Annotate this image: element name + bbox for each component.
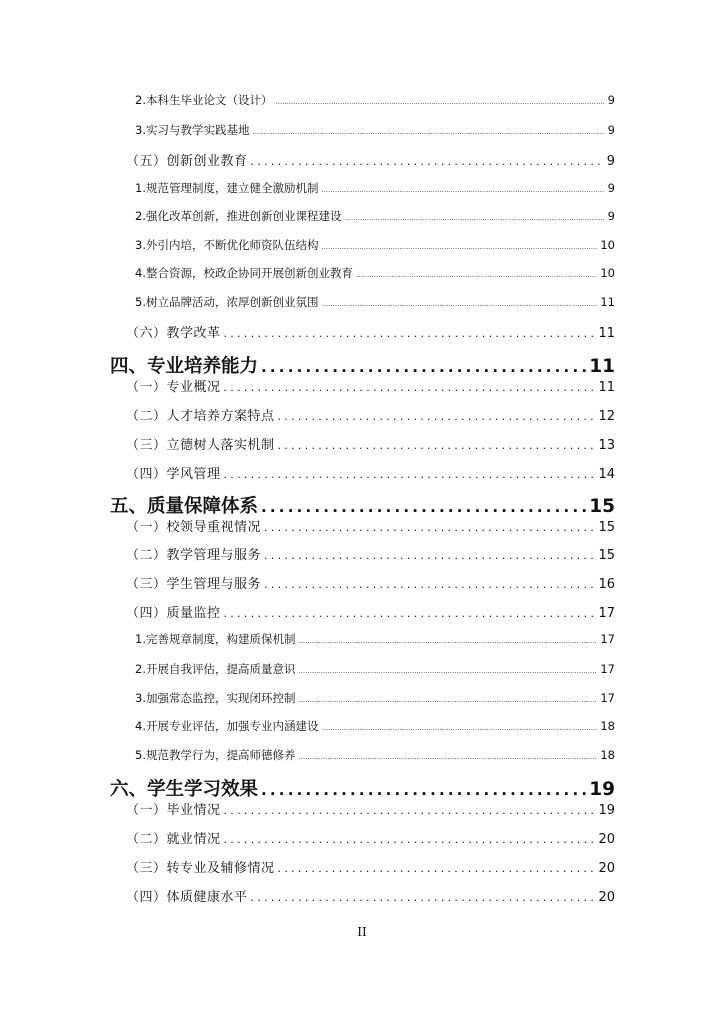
toc-entry-page: 16 [598,577,615,592]
toc-subsection-entry [135,180,615,196]
toc-entry-page: 20 [598,861,615,876]
toc-entry-title: 4.开展专业评估，加强专业内涵建设 [135,719,319,733]
dot-leader [275,98,604,106]
toc-entry-page: 13 [598,438,615,453]
toc-entry-page: 11 [600,295,615,309]
toc-entry-title: 五、质量保障体系 [110,496,259,517]
toc-section-entry [126,886,615,905]
toc-entry-page: 12 [598,409,615,424]
toc-entry-page: 11 [598,326,615,341]
dot-leader [252,128,604,136]
toc-subsection-entry [135,122,615,138]
toc-entry-title: （二）就业情况 [126,832,221,847]
dot-leader [224,804,596,817]
toc-chapter-entry [110,775,615,801]
toc-entry-page: 17 [600,691,615,705]
toc-section-entry [126,322,615,341]
toc-entry-page: 10 [600,238,615,252]
toc-entry-title: （三）学生管理与服务 [126,577,262,592]
toc-entry-page: 19 [589,779,615,800]
dot-leader [261,498,586,516]
toc-entry-page: 20 [598,832,615,847]
toc-entry-title: 2.强化改革创新，推进创新创业课程建设 [135,209,342,223]
dot-leader [264,578,595,591]
dot-leader [224,468,596,481]
toc-subsection-entry [135,294,615,310]
toc-entry-page: 19 [598,803,615,818]
dot-leader [278,410,596,423]
toc-section-entry [126,857,615,876]
toc-subsection-entry [135,208,615,224]
toc-entry-page: 9 [607,123,615,137]
toc-subsection-entry [135,747,615,763]
dot-leader [321,186,604,194]
toc-subsection-entry [135,237,615,253]
toc-subsection-entry [135,265,615,281]
toc-entry-title: 5.规范教学行为，提高师德修养 [135,748,296,762]
toc-subsection-entry [135,631,615,647]
dot-leader [261,358,586,376]
toc-section-entry [126,516,615,535]
dot-leader [224,833,596,846]
toc-section-entry [126,463,615,482]
dot-leader [264,549,595,562]
toc-entry-title: 四、专业培养能力 [110,356,259,377]
toc-entry-title: （五）创新创业教育 [126,154,248,169]
toc-entry-page: 20 [598,890,615,905]
toc-subsection-entry [135,661,615,677]
dot-leader [298,637,597,645]
toc-entry-title: （二）人才培养方案特点 [126,409,275,424]
toc-entry-title: （四）体质健康水平 [126,890,248,905]
dot-leader [261,781,586,799]
toc-entry-title: （六）教学改革 [126,326,221,341]
toc-chapter-entry [110,352,615,378]
toc-subsection-entry [135,92,615,108]
dot-leader [298,696,597,704]
toc-entry-page: 11 [598,380,615,395]
toc-section-entry [126,573,615,592]
toc-entry-title: 3.外引内培，不断优化师资队伍结构 [135,238,319,252]
page-number: II [357,925,367,939]
toc-entry-title: （一）校领导重视情况 [126,520,262,535]
toc-entry-page: 11 [589,356,615,377]
dot-leader [224,607,596,620]
toc-entry-title: 3.加强常态监控，实现闭环控制 [135,691,296,705]
dot-leader [298,753,597,761]
toc-section-entry [126,376,615,395]
toc-entry-title: 5.树立品牌活动，浓厚创新创业氛围 [135,295,319,309]
toc-subsection-entry [135,690,615,706]
toc-entry-page: 10 [600,266,615,280]
toc-entry-page: 15 [589,496,615,517]
dot-leader [298,667,597,675]
toc-entry-title: 1.完善规章制度，构建质保机制 [135,632,296,646]
toc-section-entry [126,544,615,563]
toc-section-entry [126,602,615,621]
toc-entry-page: 15 [598,548,615,563]
toc-entry-page: 17 [600,662,615,676]
toc-entry-page: 14 [598,467,615,482]
toc-entry-page: 9 [607,209,615,223]
dot-leader [344,214,604,222]
toc-entry-title: 1.规范管理制度，建立健全激励机制 [135,181,319,195]
toc-subsection-entry [135,718,615,734]
toc-entry-page: 15 [598,520,615,535]
toc-entry-title: 2.本科生毕业论文（设计） [135,93,273,107]
dot-leader [356,271,597,279]
dot-leader [224,381,596,394]
toc-chapter-entry [110,492,615,518]
toc-entry-page: 9 [607,181,615,195]
dot-leader [251,155,604,168]
dot-leader [224,327,596,340]
toc-entry-title: 2.开展自我评估，提高质量意识 [135,662,296,676]
toc-entry-page: 17 [600,632,615,646]
dot-leader [321,243,597,251]
toc-entry-title: （四）学风管理 [126,467,221,482]
toc-entry-title: 六、学生学习效果 [110,779,259,800]
toc-section-entry [126,828,615,847]
toc-entry-page: 17 [598,606,615,621]
toc-section-entry [126,434,615,453]
dot-leader [264,521,595,534]
toc-entry-page: 18 [600,719,615,733]
toc-entry-page: 9 [606,154,615,169]
toc-entry-title: （一）专业概况 [126,380,221,395]
dot-leader [278,439,596,452]
dot-leader [251,891,596,904]
toc-section-entry [126,150,615,169]
toc-section-entry [126,405,615,424]
dot-leader [321,724,597,732]
toc-entry-page: 9 [607,93,615,107]
toc-entry-title: （一）毕业情况 [126,803,221,818]
toc-section-entry [126,799,615,818]
toc-entry-title: （二）教学管理与服务 [126,548,262,563]
toc-entry-page: 18 [600,748,615,762]
toc-entry-title: （四）质量监控 [126,606,221,621]
toc-entry-title: 3.实习与教学实践基地 [135,123,250,137]
dot-leader [321,300,597,308]
dot-leader [278,862,596,875]
toc-entry-title: 4.整合资源，校政企协同开展创新创业教育 [135,266,353,280]
toc-entry-title: （三）转专业及辅修情况 [126,861,275,876]
toc-entry-title: （三）立德树人落实机制 [126,438,275,453]
